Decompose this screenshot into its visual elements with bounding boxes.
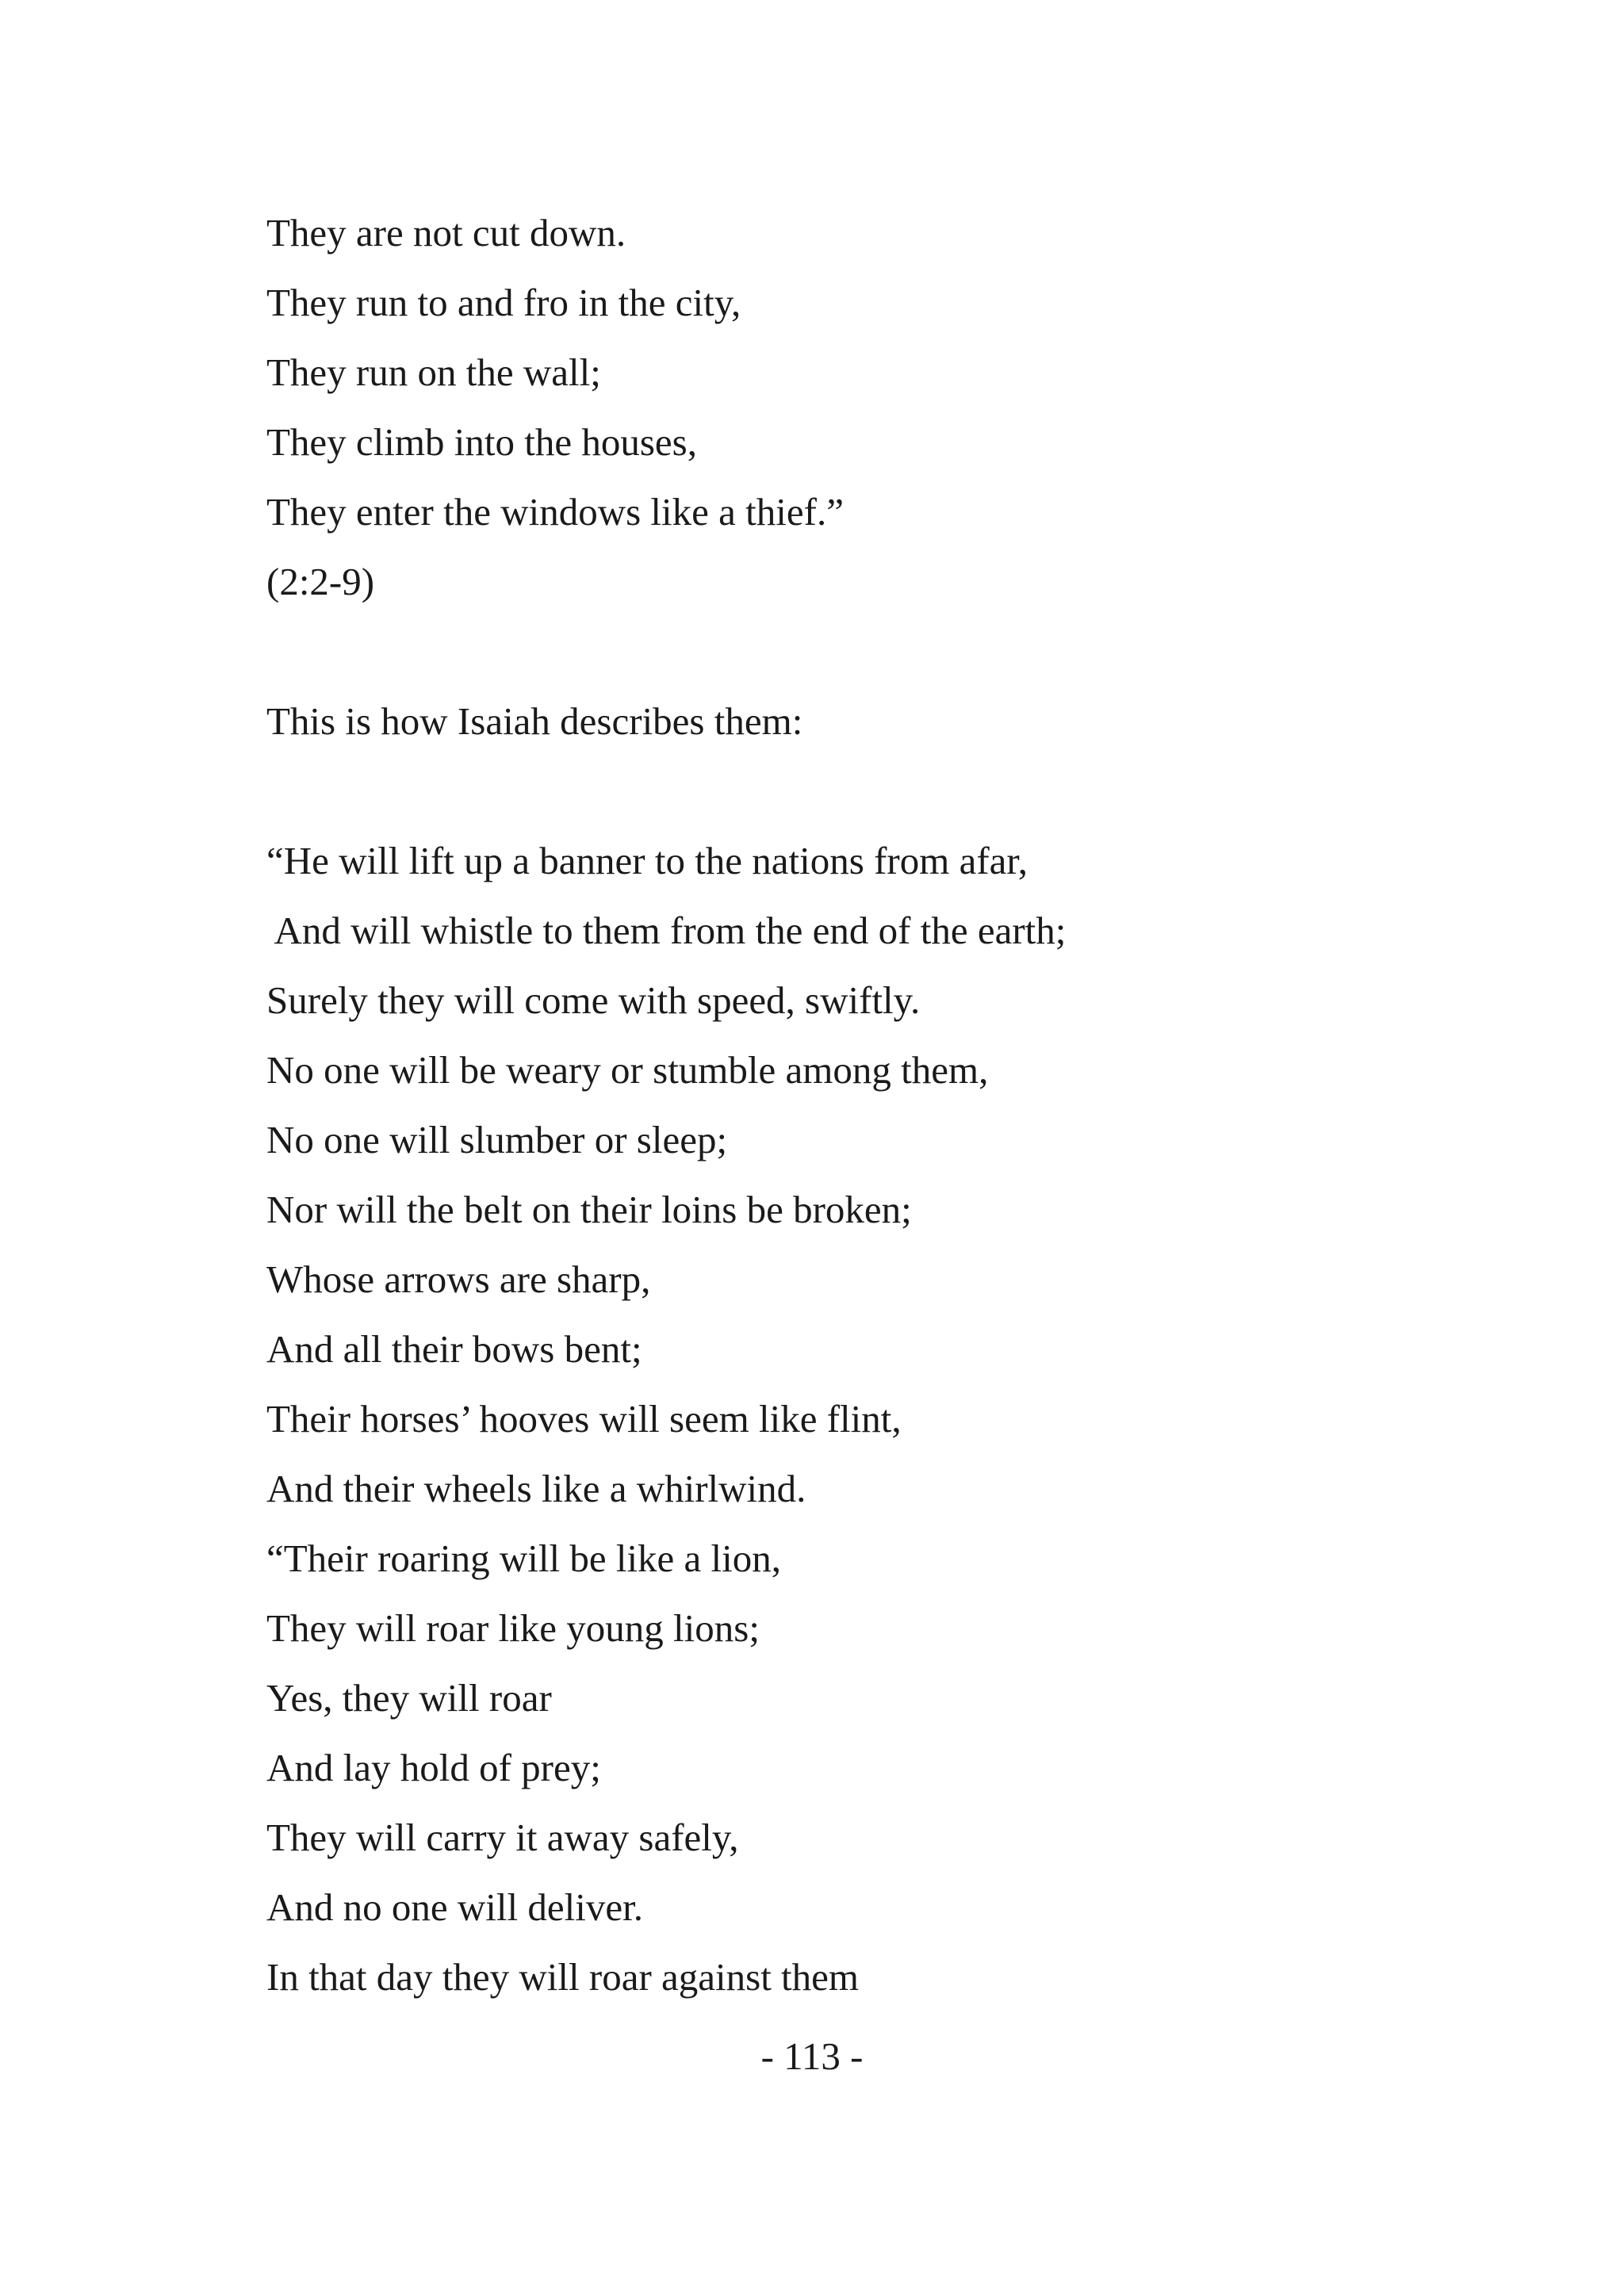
quote-line: They will roar like young lions; <box>266 1606 760 1650</box>
quote-line: Whose arrows are sharp, <box>266 1257 651 1301</box>
quote-line: They run on the wall; <box>266 350 601 394</box>
paragraph-gap <box>266 617 1456 687</box>
quote-line: And all their bows bent; <box>266 1327 642 1371</box>
quote-line: Their horses’ hooves will seem like flint, <box>266 1397 902 1441</box>
quote-line: In that day they will roar against them <box>266 1955 860 1999</box>
quote-line: Nor will the belt on their loins be broken; <box>266 1188 912 1231</box>
body-text <box>266 198 1456 2012</box>
page-number: - 113 - <box>760 2034 864 2078</box>
intro-paragraph: This is how Isaiah describes them: <box>266 699 803 743</box>
quote-line: And no one will deliver. <box>266 1885 643 1929</box>
quote-line: And lay hold of prey; <box>266 1746 601 1789</box>
quote-line: And will whistle to them from the end of the earth; <box>266 909 1067 952</box>
quote-line: No one will slumber or sleep; <box>266 1118 728 1161</box>
quote-line: “He will lift up a banner to the nations from afar, <box>266 839 1028 882</box>
quote-line: They are not cut down. <box>266 211 626 254</box>
quote-line: Yes, they will roar <box>266 1676 552 1720</box>
quote-line: “Their roaring will be like a lion, <box>266 1536 782 1580</box>
quote-line: And their wheels like a whirlwind. <box>266 1467 806 1510</box>
quote-line: They run to and fro in the city, <box>266 281 741 324</box>
scripture-reference: (2:2-9) <box>266 560 375 603</box>
quote-line: They will carry it away safely, <box>266 1816 739 1859</box>
quote-line: No one will be weary or stumble among them, <box>266 1048 989 1092</box>
scripture-quote-1 <box>266 198 1456 617</box>
paragraph-gap <box>266 756 1456 826</box>
quote-line: They climb into the houses, <box>266 420 697 464</box>
scripture-quote-2 <box>266 826 1456 2012</box>
quote-line: Surely they will come with speed, swiftly. <box>266 978 921 1022</box>
quote-line: They enter the windows like a thief.” <box>266 490 844 534</box>
